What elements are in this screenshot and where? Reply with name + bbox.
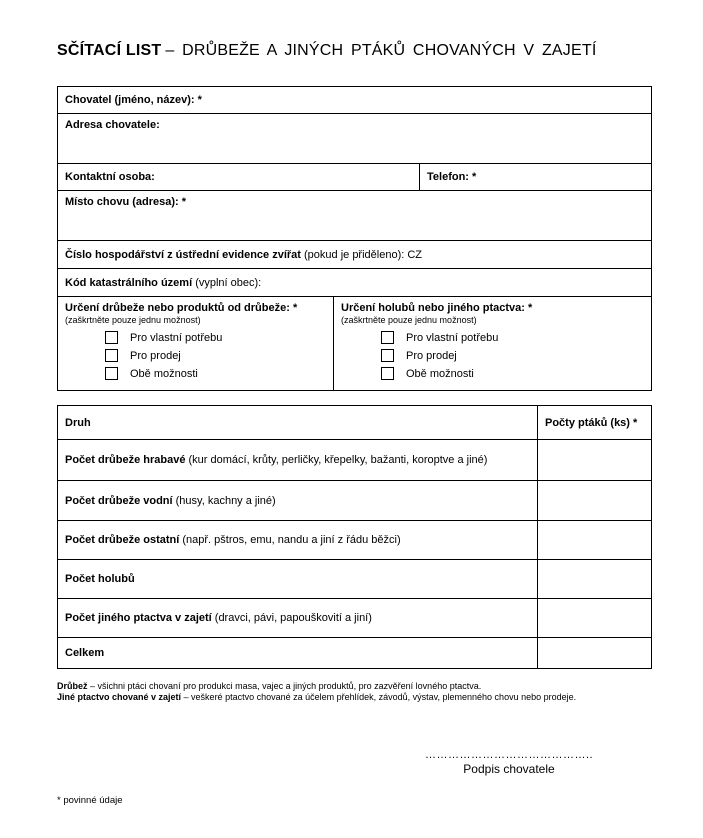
signature-line[interactable]: …………………………………….. <box>424 749 594 761</box>
purpose-section <box>58 297 651 390</box>
adresa-label: Adresa chovatele: <box>65 119 160 131</box>
required-fields-note: * povinné údaje <box>57 795 123 806</box>
signature-label: Podpis chovatele <box>463 762 555 776</box>
checkbox-poultry-own-use[interactable] <box>105 331 118 344</box>
checkbox-pigeons-sale[interactable] <box>381 349 394 362</box>
telefon-field[interactable] <box>419 164 651 190</box>
row-label-bold: Počet drůbeže ostatní <box>65 534 180 546</box>
row-label-normal: (kur domácí, krůty, perličky, křepelky, bažanti, koroptve a jiné) <box>185 454 488 466</box>
row-label-text <box>65 647 104 659</box>
footnote-jine-ptactvo-text: – veškeré ptactvo chované za účelem přehlídek, závodů, výstav, plemenného chovu nebo prodeje. <box>181 692 577 702</box>
purpose-poultry-options <box>105 331 326 380</box>
definitions-footnotes <box>57 681 650 703</box>
column-header-pocty <box>537 406 651 439</box>
kod-katastru-label-bold: Kód katastrálního území <box>65 276 193 289</box>
checkbox-pigeons-both[interactable] <box>381 367 394 380</box>
option-label: Pro vlastní potřebu <box>406 331 499 344</box>
option-pigeons-both <box>381 367 644 380</box>
adresa-label-cell <box>58 114 167 131</box>
purpose-poultry-title: Určení drůbeže nebo produktů od drůbeže: * <box>65 302 298 314</box>
page-title <box>57 42 596 60</box>
footnote-drubez <box>57 681 650 692</box>
row-label-drubez-vodni <box>58 481 537 520</box>
field-row-adresa[interactable] <box>58 114 651 164</box>
row-label-bold: Počet drůbeže vodní <box>65 494 173 507</box>
option-poultry-both <box>105 367 326 380</box>
count-cell-drubez-ostatni[interactable] <box>537 521 651 559</box>
row-label-normal: (např. pštros, emu, nandu a jiní z řádu běžci) <box>179 534 401 546</box>
kontaktni-osoba-field[interactable] <box>58 164 419 190</box>
footnote-jine-ptactvo-bold: Jiné ptactvo chované v zajetí <box>57 692 182 702</box>
row-label-bold: Počet holubů <box>65 573 135 585</box>
count-cell-celkem[interactable] <box>537 638 651 668</box>
title-bold: SČÍTACÍ LIST <box>57 42 162 59</box>
table-row <box>58 440 651 481</box>
title-rest: – DRŮBEŽE A JINÝCH PTÁKŮ CHOVANÝCH V ZAJETÍ <box>165 42 597 59</box>
row-label-normal: (dravci, pávi, papouškovití a jiní) <box>211 612 372 624</box>
option-label: Pro vlastní potřebu <box>130 331 223 344</box>
purpose-pigeons-options <box>381 331 644 380</box>
table-row <box>58 521 651 560</box>
option-pigeons-sale <box>381 349 644 362</box>
pocty-header-label: Počty ptáků (ks) * <box>545 416 638 429</box>
count-cell-jine-ptactvo[interactable] <box>537 599 651 637</box>
option-label: Pro prodej <box>406 349 457 362</box>
misto-chovu-label-cell <box>58 191 193 208</box>
count-cell-holubi[interactable] <box>537 560 651 598</box>
option-label: Obě možnosti <box>406 367 474 380</box>
purpose-pigeons-subtitle: (zaškrtněte pouze jednu možnost) <box>341 315 477 325</box>
option-pigeons-own-use <box>381 331 644 344</box>
misto-chovu-label: Místo chovu (adresa): * <box>65 196 187 208</box>
table-row <box>58 481 651 521</box>
purpose-poultry-cell <box>58 297 333 390</box>
cislo-hospodarstvi-label-bold: Číslo hospodářství z ústřední evidence zvířat <box>65 248 301 261</box>
checkbox-poultry-sale[interactable] <box>105 349 118 362</box>
row-label-drubez-ostatni <box>58 521 537 559</box>
row-label-bold: Celkem <box>65 647 105 659</box>
row-label-text <box>65 495 276 507</box>
footnote-jine-ptactvo <box>57 692 650 703</box>
telefon-label: Telefon: * <box>427 171 477 183</box>
option-label: Obě možnosti <box>130 367 198 380</box>
option-poultry-sale <box>105 349 326 362</box>
chovatel-label: Chovatel (jméno, název): * <box>65 94 202 106</box>
table-row <box>58 560 651 599</box>
kontaktni-osoba-label: Kontaktní osoba: <box>65 171 155 183</box>
signature-block <box>420 749 598 776</box>
row-label-bold: Počet drůbeže hrabavé <box>65 454 186 466</box>
field-row-chovatel[interactable] <box>58 87 651 114</box>
bird-counts-table <box>57 405 652 669</box>
count-cell-drubez-hrabava[interactable] <box>537 440 651 480</box>
row-label-text <box>65 534 401 546</box>
row-label-text <box>65 454 487 466</box>
field-row-kod-katastru[interactable] <box>58 269 651 297</box>
table-header-row <box>58 406 651 440</box>
row-label-celkem <box>58 638 537 668</box>
field-row-kontakt <box>58 164 651 191</box>
row-label-normal: (husy, kachny a jiné) <box>172 494 276 507</box>
row-label-text <box>65 612 372 624</box>
footnote-drubez-text: – všichni ptáci chovaní pro produkci masa, vajec a jiných produktů, pro zazvěření lovného ptactva. <box>87 681 482 691</box>
checkbox-poultry-both[interactable] <box>105 367 118 380</box>
table-row <box>58 638 651 668</box>
kod-katastru-label <box>65 277 261 289</box>
owner-info-box <box>57 86 652 391</box>
druh-header-label: Druh <box>65 416 91 429</box>
row-label-holubi <box>58 560 537 598</box>
kod-katastru-label-rest: (vyplní obec): <box>192 276 262 289</box>
cislo-hospodarstvi-label-cell <box>58 249 429 261</box>
option-label: Pro prodej <box>130 349 181 362</box>
purpose-pigeons-title: Určení holubů nebo jiného ptactva: * <box>341 302 533 314</box>
purpose-poultry-subtitle: (zaškrtněte pouze jednu možnost) <box>65 315 201 325</box>
cislo-hospodarstvi-label-rest: (pokud je přiděleno): CZ <box>300 248 423 261</box>
option-poultry-own-use <box>105 331 326 344</box>
cislo-hospodarstvi-label <box>65 249 422 261</box>
row-label-drubez-hrabava <box>58 440 537 480</box>
chovatel-label-cell <box>58 94 209 106</box>
table-row <box>58 599 651 638</box>
count-cell-drubez-vodni[interactable] <box>537 481 651 520</box>
checkbox-pigeons-own-use[interactable] <box>381 331 394 344</box>
purpose-pigeons-cell <box>333 297 651 390</box>
row-label-jine-ptactvo <box>58 599 537 637</box>
footnote-drubez-bold: Drůbež <box>57 681 88 691</box>
field-row-cislo-hospodarstvi[interactable] <box>58 241 651 269</box>
kod-katastru-label-cell <box>58 277 268 289</box>
field-row-misto-chovu[interactable] <box>58 191 651 241</box>
column-header-druh <box>58 406 537 439</box>
row-label-bold: Počet jiného ptactva v zajetí <box>65 612 212 624</box>
row-label-text <box>65 573 135 585</box>
